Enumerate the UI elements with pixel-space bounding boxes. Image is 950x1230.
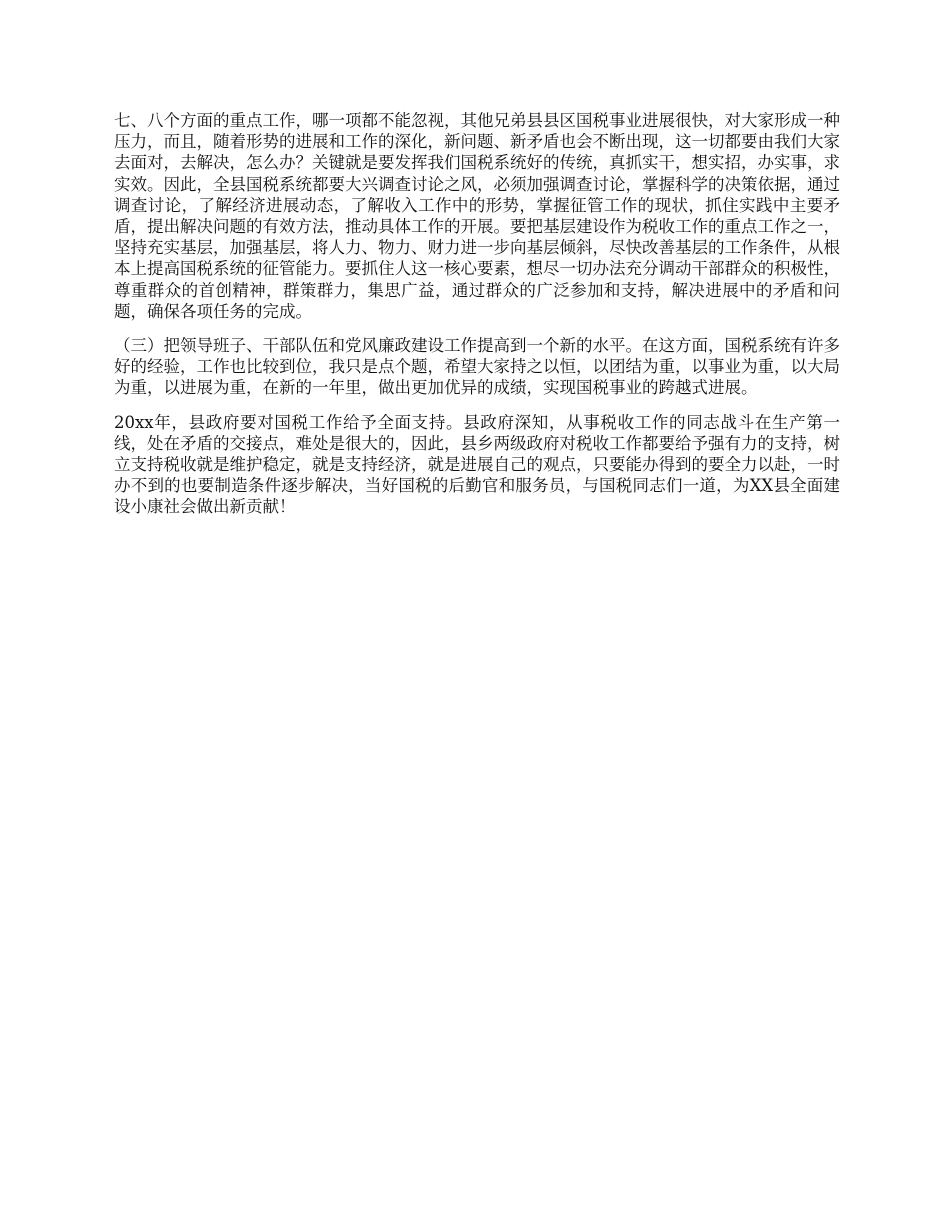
paragraph-government-support: 20xx年，县政府要对国税工作给予全面支持。县政府深知，从事税收工作的同志战斗在生产第一线，处在矛盾的交接点，难处是很大的，因此，县乡两级政府对税收工作都要给予强有力的支持，树立支持税收就是维护稳定，就是支持经济，就是进展自己的观点，只要能办得到的要全力以赴，一时办不到的也要制造条件逐步解决，当好国税的后勤官和服务员，与国税同志们一道，为XX县全面建设小康社会做出新贡献！	[114, 412, 840, 517]
paragraph-leadership: （三）把领导班子、干部队伍和党风廉政建设工作提高到一个新的水平。在这方面，国税系统有许多好的经验，工作也比较到位，我只是点个题，希望大家持之以恒，以团结为重，以事业为重，以大局为重，以进展为重，在新的一年里，做出更加优异的成绩，实现国税事业的跨越式进展。	[114, 336, 840, 398]
document-page	[114, 110, 840, 531]
paragraph-key-work: 七、八个方面的重点工作，哪一项都不能忽视，其他兄弟县县区国税事业进展很快，对大家形成一种压力，而且，随着形势的进展和工作的深化，新问题、新矛盾也会不断出现，这一切都要由我们大家去面对，去解决，怎么办？关键就是要发挥我们国税系统好的传统，真抓实干，想实招，办实事，求实效。因此，全县国税系统都要大兴调查讨论之风，必须加强调查讨论，掌握科学的决策依据，通过调查讨论，了解经济进展动态，了解收入工作中的形势，掌握征管工作的现状，抓住实践中主要矛盾，提出解决问题的有效方法，推动具体工作的开展。要把基层建设作为税收工作的重点工作之一，坚持充实基层，加强基层，将人力、物力、财力进一步向基层倾斜，尽快改善基层的工作条件，从根本上提高国税系统的征管能力。要抓住人这一核心要素，想尽一切办法充分调动干部群众的积极性，尊重群众的首创精神，群策群力，集思广益，通过群众的广泛参加和支持，解决进展中的矛盾和问题，确保各项任务的完成。	[114, 111, 840, 321]
